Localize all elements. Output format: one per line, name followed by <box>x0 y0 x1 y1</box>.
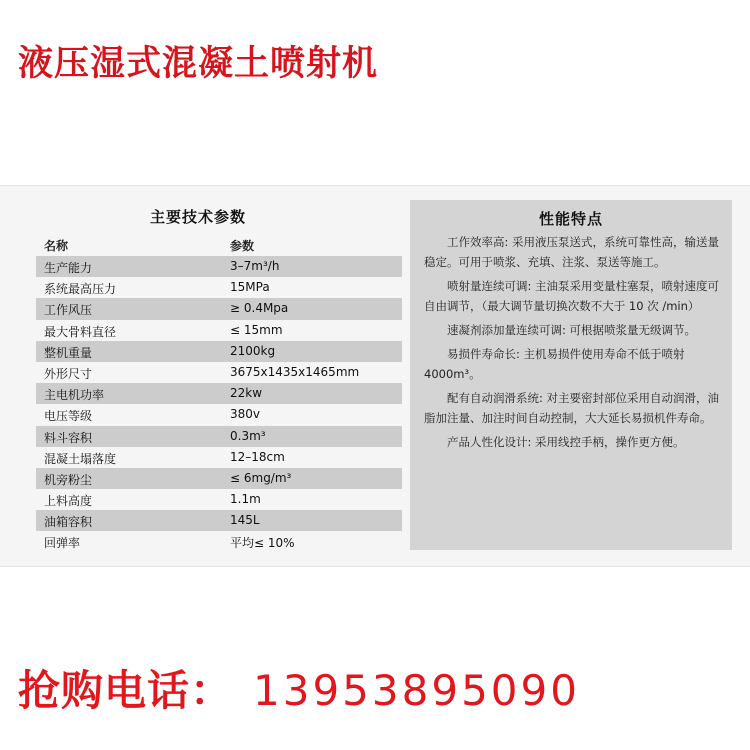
table-row <box>36 277 402 298</box>
table-row <box>36 404 402 425</box>
spec-name: 机旁粉尘 <box>44 472 93 487</box>
feature-item: 工作效率高: 采用液压泵送式，系统可靠性高，输送量稳定。可用于喷浆、充填、注浆、泵送等施工。 <box>424 235 720 269</box>
hotline-label: 抢购电话： <box>18 666 234 715</box>
spec-value: 3675x1435x1465mm <box>230 364 360 379</box>
features-title: 性能特点 <box>538 210 603 228</box>
spec-name: 回弹率 <box>44 536 81 551</box>
spec-value: 2100kg <box>230 343 276 358</box>
spec-table-body <box>36 256 402 553</box>
page-title: 液压湿式混凝土喷射机 <box>18 43 379 84</box>
spec-name: 上料高度 <box>44 494 93 509</box>
spec-table-title: 主要技术参数 <box>150 208 247 226</box>
spec-name: 外形尺寸 <box>44 366 93 381</box>
hotline-number[interactable]: 13953895090 <box>253 666 580 715</box>
spec-table-header <box>36 235 396 255</box>
features-list <box>424 232 726 456</box>
header-value: 参数 <box>230 239 255 253</box>
features-panel <box>410 200 732 550</box>
table-row <box>36 256 402 277</box>
spec-value: ≤ 15mm <box>230 322 283 337</box>
table-row <box>36 468 402 489</box>
spec-value: 12–18cm <box>230 449 285 464</box>
spec-value: 380v <box>230 407 261 422</box>
feature-item: 速凝剂添加量连续可调: 可根据喷浆量无级调节。 <box>447 323 697 337</box>
spec-name: 生产能力 <box>44 261 93 275</box>
spec-name: 整机重量 <box>44 345 93 360</box>
table-row <box>36 362 402 383</box>
table-row <box>36 489 402 510</box>
table-row <box>36 426 402 447</box>
spec-name: 混凝土塌落度 <box>44 451 117 466</box>
feature-item: 喷射量连续可调: 主油泵采用变量柱塞泵，喷射速度可自由调节，（最大调节量切换次数不大于 10 次 /min） <box>424 279 720 313</box>
spec-value: 22kw <box>230 386 263 401</box>
table-row <box>36 341 402 362</box>
spec-name: 电压等级 <box>44 409 93 424</box>
spec-value: 15MPa <box>230 280 270 295</box>
feature-item: 配有自动润滑系统: 对主要密封部位采用自动润滑，油脂加注量、加注时间自动控制，大大延长易损机件寿命。 <box>424 391 720 425</box>
spec-value: 1.1m <box>230 492 261 507</box>
feature-item: 产品人性化设计: 采用线控手柄，操作更方便。 <box>447 435 685 449</box>
spec-value: 平均≤ 10% <box>230 536 295 551</box>
hotline <box>18 658 580 718</box>
table-row <box>36 531 402 552</box>
table-row <box>36 510 402 531</box>
table-row <box>36 447 402 468</box>
feature-item: 易损件寿命长: 主机易损件使用寿命不低于喷射 4000m³。 <box>424 347 685 381</box>
header-name: 名称 <box>44 239 69 253</box>
spec-value: ≥ 0.4Mpa <box>230 301 289 316</box>
spec-name: 系统最高压力 <box>44 282 117 297</box>
spec-value: ≤ 6mg/m³ <box>230 470 292 485</box>
spec-value: 0.3m³ <box>230 428 266 443</box>
spec-value: 145L <box>230 513 260 528</box>
spec-name: 油箱容积 <box>44 515 93 530</box>
spec-value: 3–7m³/h <box>230 259 280 273</box>
table-row <box>36 320 402 341</box>
spec-name: 料斗容积 <box>44 430 93 445</box>
spec-name: 主电机功率 <box>44 388 105 403</box>
spec-name: 工作风压 <box>44 303 93 318</box>
spec-name: 最大骨料直径 <box>44 324 117 339</box>
table-row <box>36 383 402 404</box>
table-row <box>36 298 402 319</box>
